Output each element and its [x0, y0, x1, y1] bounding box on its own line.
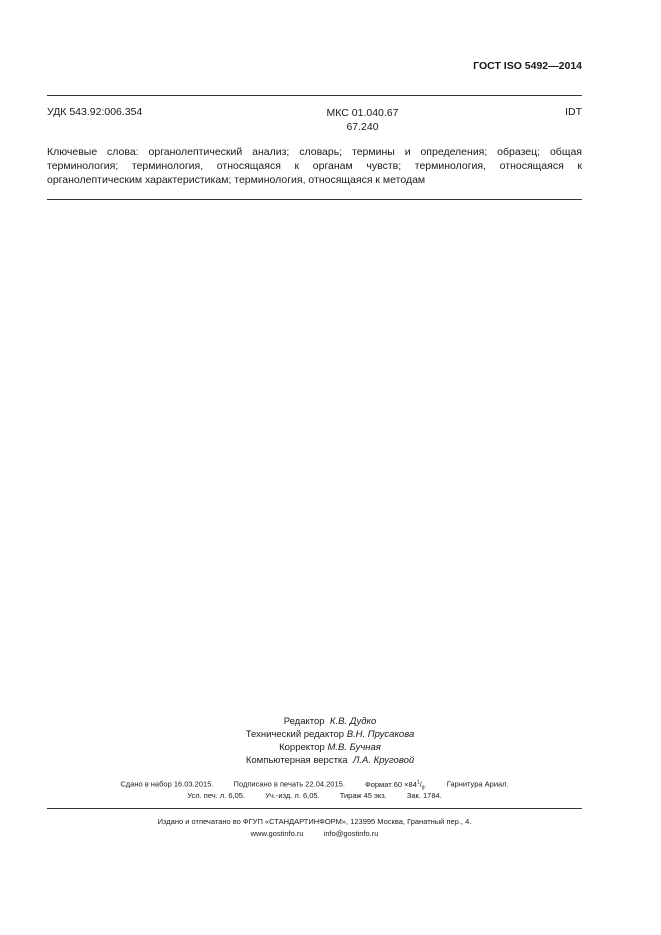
tech-editor-name: В.Н. Прусакова	[346, 729, 415, 740]
editor-name: К.В. Дудко	[329, 716, 377, 727]
usl-pech: Усл. печ. л. 6,05.	[187, 791, 246, 800]
tirazh: Тираж 45 экз.	[339, 791, 387, 800]
publisher-email: info@gostinfo.ru	[323, 829, 379, 838]
format-sup: 1	[416, 779, 420, 785]
order-number: Зак. 1784.	[406, 791, 442, 800]
signed-date: Подписано в печать 22.04.2015.	[233, 779, 345, 789]
keywords-paragraph: Ключевые слова: органолептический анализ; словарь; термины и определения; образец; общая терминология; терминология, относящаяся к органам чувств; терминология, относящаяся к органолептическим характеристикам; терминология, относящаяся к методам	[47, 146, 582, 186]
mks-code	[300, 106, 425, 134]
bottom-divider	[47, 808, 582, 809]
tech-editor-line	[200, 728, 460, 741]
publisher-contacts	[47, 829, 582, 838]
standard-number: ГОСТ ISO 5492—2014	[473, 60, 582, 72]
udk-code: УДК 543.92:006.354	[47, 106, 143, 118]
mks-line-2: 67.240	[346, 121, 379, 133]
layout-label: Компьютерная верстка	[245, 755, 348, 766]
submitted-date: Сдано в набор 16.03.2015.	[120, 779, 214, 789]
layout-name: Л.А. Круговой	[352, 755, 415, 766]
corrector-label: Корректор	[279, 742, 325, 753]
typeface-info: Гарнитура Ариал.	[446, 779, 509, 789]
editor-label: Редактор	[283, 716, 325, 727]
format-prefix: Формат 60 ×84	[365, 779, 417, 789]
tech-editor-label: Технический редактор	[245, 729, 345, 740]
editor-line	[200, 715, 460, 728]
publisher-site: www.gostinfo.ru	[250, 829, 304, 838]
keywords-divider	[47, 199, 582, 200]
print-info-line-2	[47, 791, 582, 800]
mks-line-1: МКС 01.040.67	[326, 107, 399, 119]
top-divider	[47, 95, 582, 96]
format-info: Формат $60 \times 84^1/_8$.	[365, 779, 427, 791]
print-info-line-1	[47, 779, 582, 791]
format-sub: 8	[421, 785, 425, 791]
uch-izd: Уч.-изд. л. 6,05.	[265, 791, 320, 800]
credits-block	[200, 715, 460, 767]
corrector-name: М.В. Бучная	[327, 742, 381, 753]
idt-mark: IDT	[565, 106, 582, 118]
layout-line	[200, 754, 460, 767]
publisher-line: Издано и отпечатано во ФГУП «СТАНДАРТИНФОРМ», 123995 Москва, Гранатный пер., 4.	[157, 817, 472, 826]
corrector-line	[200, 741, 460, 754]
